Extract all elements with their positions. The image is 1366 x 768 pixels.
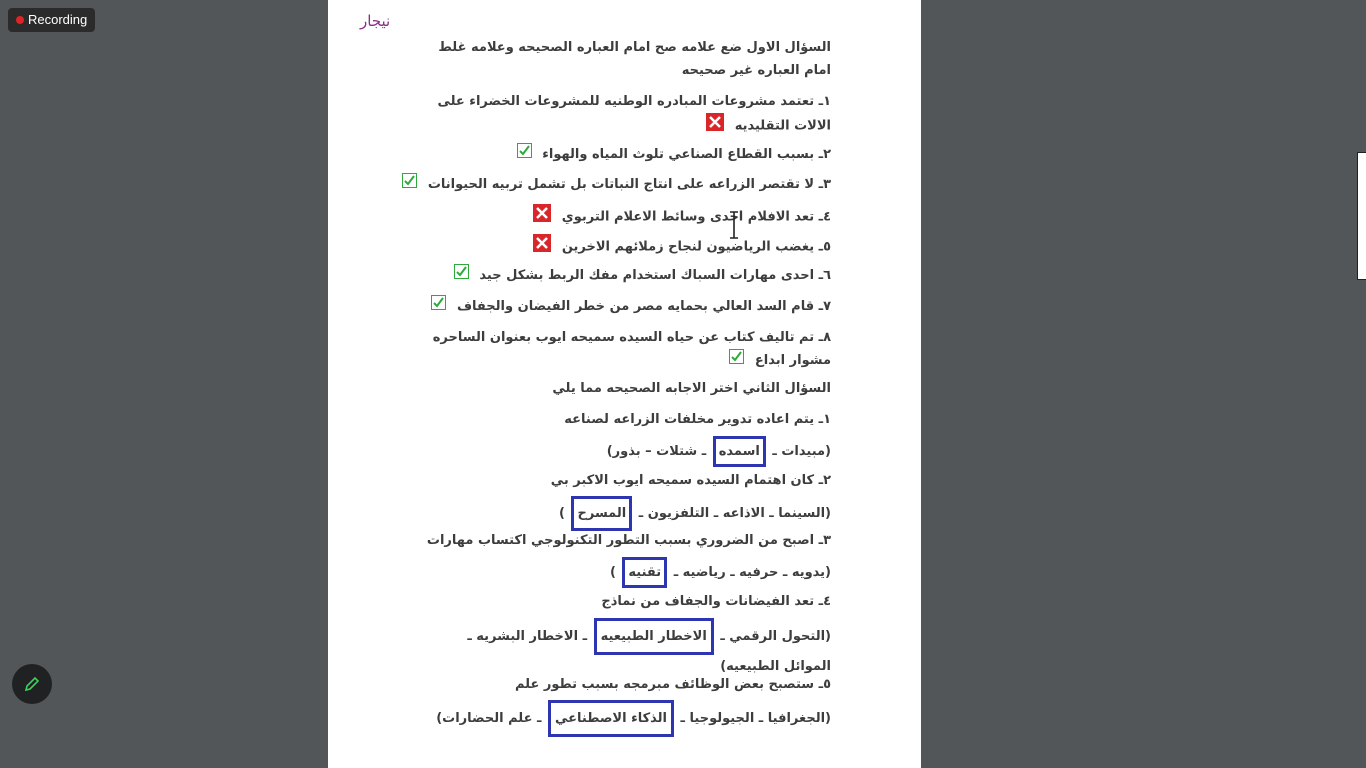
- q2-item-2-options: [559, 496, 831, 531]
- text-cursor-icon: [727, 210, 741, 240]
- question-two-title: السؤال الثاني اختر الاجابه الصحيحه مما يلي: [552, 381, 831, 396]
- q1-item-6: [454, 264, 831, 287]
- checkbox-check-icon: [517, 143, 532, 166]
- options-text: ـ الاخطار البشريه ـ الموائل الطبيعيه): [467, 629, 831, 674]
- q2-item-2-question: ٢ـ كان اهتمام السيده سميحه ايوب الاكبر بي: [550, 473, 831, 488]
- q1-item-text: ٣ـ لا تقتصر الزراعه على انتاج النباتات بل تشمل تربيه الحيوانات: [427, 177, 831, 192]
- checkbox-check-icon: [454, 264, 469, 287]
- recording-label: Recording: [28, 12, 88, 27]
- q1-item-text: ٧ـ قام السد العالي بحمايه مصر من خطر الفيضان والجفاف: [456, 299, 831, 314]
- checkbox-check-icon: [402, 173, 417, 196]
- options-text: ): [609, 565, 616, 580]
- pen-icon: [23, 675, 41, 693]
- q2-item-1-options: [607, 436, 831, 467]
- options-text: (يدويه ـ حرفيه ـ رياضيه ـ: [673, 565, 831, 580]
- checkbox-check-icon: [729, 349, 744, 372]
- recording-dot-icon: [16, 16, 24, 24]
- q1-item-1: [411, 90, 831, 139]
- options-text: (التحول الرقمي ـ: [720, 629, 831, 644]
- q1-item-5: [533, 234, 831, 260]
- document-page: [328, 0, 921, 768]
- q1-item-text: ٥ـ يغضب الرياضيون لنجاح زملائهم الاخرين: [561, 239, 831, 255]
- options-text: (السينما ـ الاذاعه ـ التلفزيون ـ: [638, 506, 831, 521]
- student-name: نيجار: [360, 12, 391, 30]
- q2-item-5-question: ٥ـ ستصبح بعض الوظائف مبرمجه بسبب تطور علم: [514, 677, 831, 692]
- annotate-button[interactable]: [12, 664, 52, 704]
- q1-item-7: [431, 295, 831, 318]
- q2-item-5-options: [436, 700, 831, 737]
- page-artifact: [328, 228, 356, 272]
- q2-item-3-options: [610, 557, 831, 588]
- options-text: (الجغرافيا ـ الجيولوجيا ـ: [680, 711, 831, 726]
- options-text: ـ علم الحضارات): [436, 711, 542, 726]
- selected-answer: الاخطار الطبيعيه: [594, 618, 714, 655]
- q2-item-4-options: [451, 618, 831, 678]
- q1-item-2: [517, 143, 831, 166]
- q2-item-4-question: ٤ـ تعد الفيضانات والجفاف من نماذج: [601, 594, 831, 609]
- q1-item-3: [402, 173, 831, 196]
- side-video-tile[interactable]: [1357, 152, 1366, 280]
- q1-item-8: [411, 326, 831, 372]
- checkbox-check-icon: [431, 295, 446, 318]
- q1-item-4: [533, 204, 831, 230]
- checkbox-cross-icon: [533, 234, 551, 260]
- q1-item-text: ٢ـ بسبب القطاع الصناعي تلوث المياه والهواء: [542, 147, 831, 162]
- selected-answer: اسمده: [713, 436, 766, 467]
- q2-item-1-question: ١ـ يتم اعاده تدوير مخلفات الزراعه لصناعه: [564, 412, 831, 427]
- q1-item-text: ١ـ تعتمد مشروعات المبادره الوطنيه للمشروعات الخضراء على الالات التقليديه: [437, 94, 831, 134]
- options-text: ): [559, 506, 565, 521]
- q1-item-text: ٤ـ تعد الافلام احدى وسائط الاعلام التربوي: [561, 209, 831, 225]
- q1-item-text: ٦ـ احدى مهارات السباك استخدام مفك الربط بشكل جيد: [479, 268, 831, 283]
- recording-badge[interactable]: [8, 8, 95, 32]
- options-text: ـ شتلات – بذور): [606, 444, 707, 459]
- options-text: (مبيدات ـ: [772, 444, 831, 459]
- selected-answer: المسرح: [571, 496, 632, 531]
- checkbox-cross-icon: [533, 204, 551, 230]
- question-one-title: السؤال الاول ضع علامه صح امام العباره الصحيحه وعلامه غلط امام العباره غير صحيحه: [438, 40, 831, 78]
- checkbox-cross-icon: [706, 113, 724, 139]
- q2-item-3-question: ٣ـ اصبح من الضروري بسبب التطور التكنولوجي اكتساب مهارات: [426, 533, 831, 548]
- selected-answer: تقنيه: [622, 557, 667, 588]
- q1-item-text: ٨ـ تم تاليف كتاب عن حياه السيده سميحه ايوب بعنوان الساحره مشوار ابداع: [432, 330, 831, 368]
- selected-answer: الذكاء الاصطناعي: [548, 700, 674, 737]
